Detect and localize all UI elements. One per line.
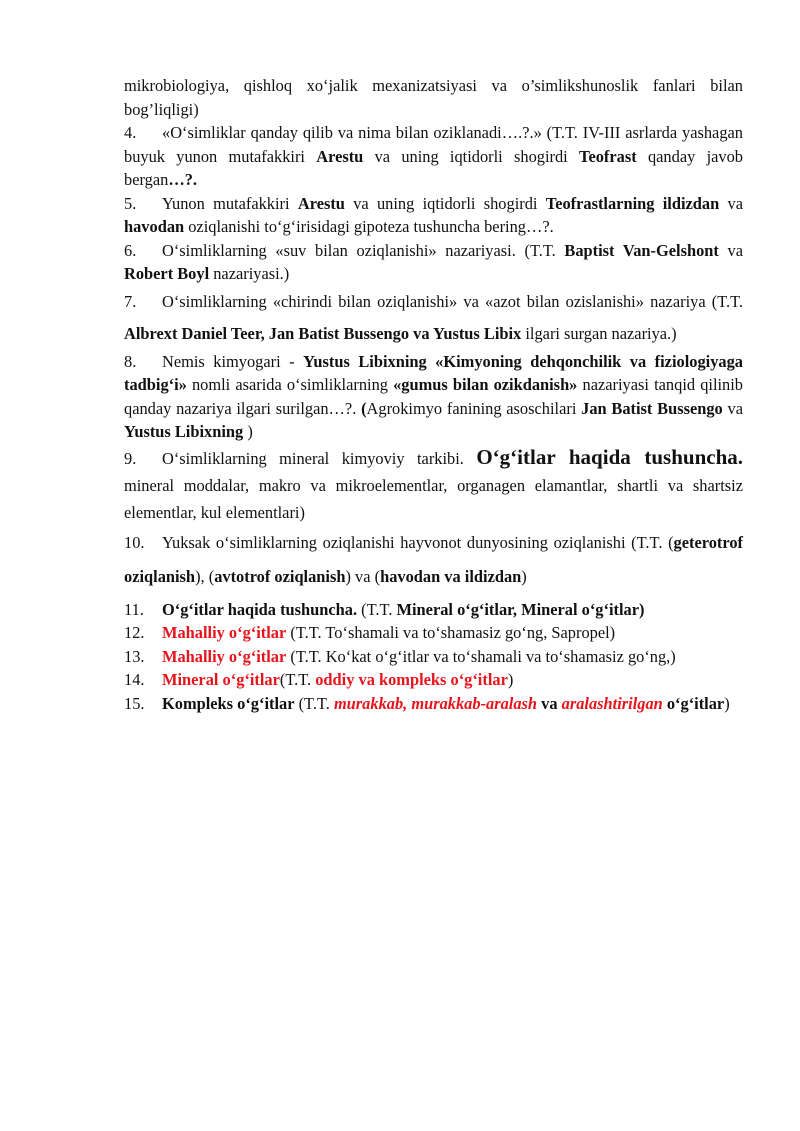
text: va bbox=[718, 240, 743, 260]
item-number: 9. bbox=[124, 448, 137, 468]
text: ) bbox=[724, 693, 730, 713]
bold-text: ( bbox=[361, 398, 367, 418]
bold-text: geterotrof oziqlanish bbox=[124, 532, 743, 586]
text: va bbox=[722, 398, 743, 418]
bold-heading-text: O‘g‘itlar haqida tushuncha. bbox=[476, 444, 744, 469]
red-bold-italic-text: murakkab, murakkab-aralash bbox=[333, 693, 538, 713]
text: va uning iqtidorli shogirdi bbox=[344, 193, 546, 213]
red-bold-text: Mahalliy o‘g‘itlar bbox=[162, 646, 287, 666]
paragraph-7 bbox=[124, 286, 743, 350]
text: «O‘simliklar qanday qilib va nima bilan oziklanadi….?.» (T.T. IV-III asrlarda yashagan buyuk yunon mutafakkiri bbox=[124, 123, 743, 166]
paragraph-9 bbox=[124, 444, 743, 526]
text: (T.T. bbox=[294, 693, 334, 713]
bold-text: Yustus Libixning «Kimyoning dehqonchilik va fiziologiyaga tadbig‘i» bbox=[124, 351, 743, 394]
paragraph-12 bbox=[124, 621, 743, 645]
text: Agrokimyo fanining asoschilari bbox=[366, 398, 582, 418]
text: ), ( bbox=[195, 566, 215, 586]
text: O‘simliklarning «chirindi bilan oziqlanishi» va «azot bilan ozislanishi» nazariya (T.T. bbox=[162, 291, 743, 311]
text: oziqlanishi to‘g‘irisidagi gipoteza tushuncha bering…?. bbox=[184, 217, 554, 236]
paragraph-4 bbox=[124, 121, 743, 192]
text: Nemis kimyogari - bbox=[162, 351, 304, 371]
item-number: 5. bbox=[124, 193, 137, 213]
text: ) bbox=[507, 670, 514, 689]
text: Yunon mutafakkiri bbox=[162, 193, 298, 213]
text: mineral moddalar, makro va mikroelementlar, organagen elamantlar, shartli va shartsiz elementlar, kul elementlari) bbox=[124, 475, 743, 522]
red-bold-text: oddiy va kompleks o‘g‘itlar bbox=[315, 670, 508, 689]
paragraph-10 bbox=[124, 526, 743, 594]
item-number: 6. bbox=[124, 240, 137, 260]
bold-text: Jan Batist Bussengo bbox=[581, 398, 723, 418]
bold-text: Teofrast bbox=[579, 146, 637, 166]
paragraph-intro bbox=[124, 74, 743, 121]
bold-text: Albrext Daniel Teer, Jan Batist Bussengo va Yustus Libix bbox=[124, 323, 522, 343]
text: (T.T. To‘shamali va to‘shamasiz go‘ng, Sapropel) bbox=[286, 623, 616, 642]
item-number: 11. bbox=[124, 599, 144, 619]
bold-text: Baptist Van-Gelshont bbox=[564, 240, 719, 260]
text: ) bbox=[521, 566, 527, 586]
bold-text: va bbox=[537, 693, 562, 713]
paragraph-6 bbox=[124, 239, 743, 286]
bold-text: Teofrastlarning ildizdan bbox=[545, 193, 720, 213]
bold-text: havodan bbox=[124, 217, 185, 236]
red-bold-italic-text: aralashtirilgan bbox=[561, 693, 663, 713]
text: O‘simliklarning mineral kimyoviy tarkibi. bbox=[162, 448, 477, 468]
bold-text: Mineral o‘g‘itlar, Mineral o‘g‘itlar) bbox=[396, 599, 645, 619]
text: (T.T. bbox=[279, 670, 316, 689]
bold-text: havodan va ildizdan bbox=[380, 566, 522, 586]
paragraph-8 bbox=[124, 350, 743, 444]
text: va bbox=[719, 193, 743, 213]
item-number: 14. bbox=[124, 670, 145, 689]
bold-text: Arestu bbox=[316, 146, 364, 166]
paragraph-15 bbox=[124, 692, 743, 716]
text: nomli asarida o‘simliklarning bbox=[186, 375, 394, 394]
text: ilgari surgan nazariya.) bbox=[521, 323, 677, 343]
bold-text: avtotrof oziqlanish bbox=[214, 566, 346, 586]
bold-text: Kompleks o‘g‘itlar bbox=[162, 693, 295, 713]
text: (T.T. bbox=[357, 599, 397, 619]
text: Yuksak o‘simliklarning oziqlanishi hayvonot dunyosining oziqlanishi (T.T. ( bbox=[162, 532, 674, 552]
text: va uning iqtidorli shogirdi bbox=[363, 146, 580, 166]
item-number: 15. bbox=[124, 693, 145, 713]
item-number: 13. bbox=[124, 646, 145, 666]
text: ) bbox=[243, 422, 253, 441]
text: qanday javob bergan bbox=[124, 146, 743, 189]
text: nazariyasi tanqid qilinib qanday nazariya ilgari surilgan…?. bbox=[124, 375, 743, 418]
item-number: 4. bbox=[124, 123, 137, 142]
bold-text: «gumus bilan ozikdanish» bbox=[393, 375, 578, 394]
text: O‘simliklarning «suv bilan oziqlanishi» nazariyasi. (T.T. bbox=[162, 240, 565, 260]
text: mikrobiologiya, qishloq xo‘jalik mexanizatsiyasi va o’simlikshunoslik fanlari bilan bog’liqligi) bbox=[124, 76, 743, 119]
bold-text: O‘g‘itlar haqida tushuncha. bbox=[162, 599, 358, 619]
bold-text: Yustus Libixning bbox=[124, 422, 244, 441]
item-number: 8. bbox=[124, 351, 137, 371]
text: nazariyasi.) bbox=[209, 264, 290, 283]
bold-text: o‘g‘itlar bbox=[662, 693, 725, 713]
item-number: 10. bbox=[124, 532, 145, 552]
text: ) va ( bbox=[345, 566, 381, 586]
bold-text: Arestu bbox=[297, 193, 345, 213]
paragraph-11 bbox=[124, 598, 743, 622]
paragraph-5 bbox=[124, 192, 743, 239]
text: (T.T. Ko‘kat o‘g‘itlar va to‘shamali va to‘shamasiz go‘ng,) bbox=[286, 646, 676, 666]
item-number: 7. bbox=[124, 291, 137, 311]
bold-text: Robert Boyl bbox=[124, 264, 210, 283]
paragraph-14 bbox=[124, 668, 743, 692]
bold-text: …?. bbox=[168, 170, 197, 189]
red-bold-text: Mineral o‘g‘itlar bbox=[162, 670, 280, 689]
red-bold-text: Mahalliy o‘g‘itlar bbox=[162, 623, 287, 642]
item-number: 12. bbox=[124, 623, 145, 642]
paragraph-13 bbox=[124, 645, 743, 669]
